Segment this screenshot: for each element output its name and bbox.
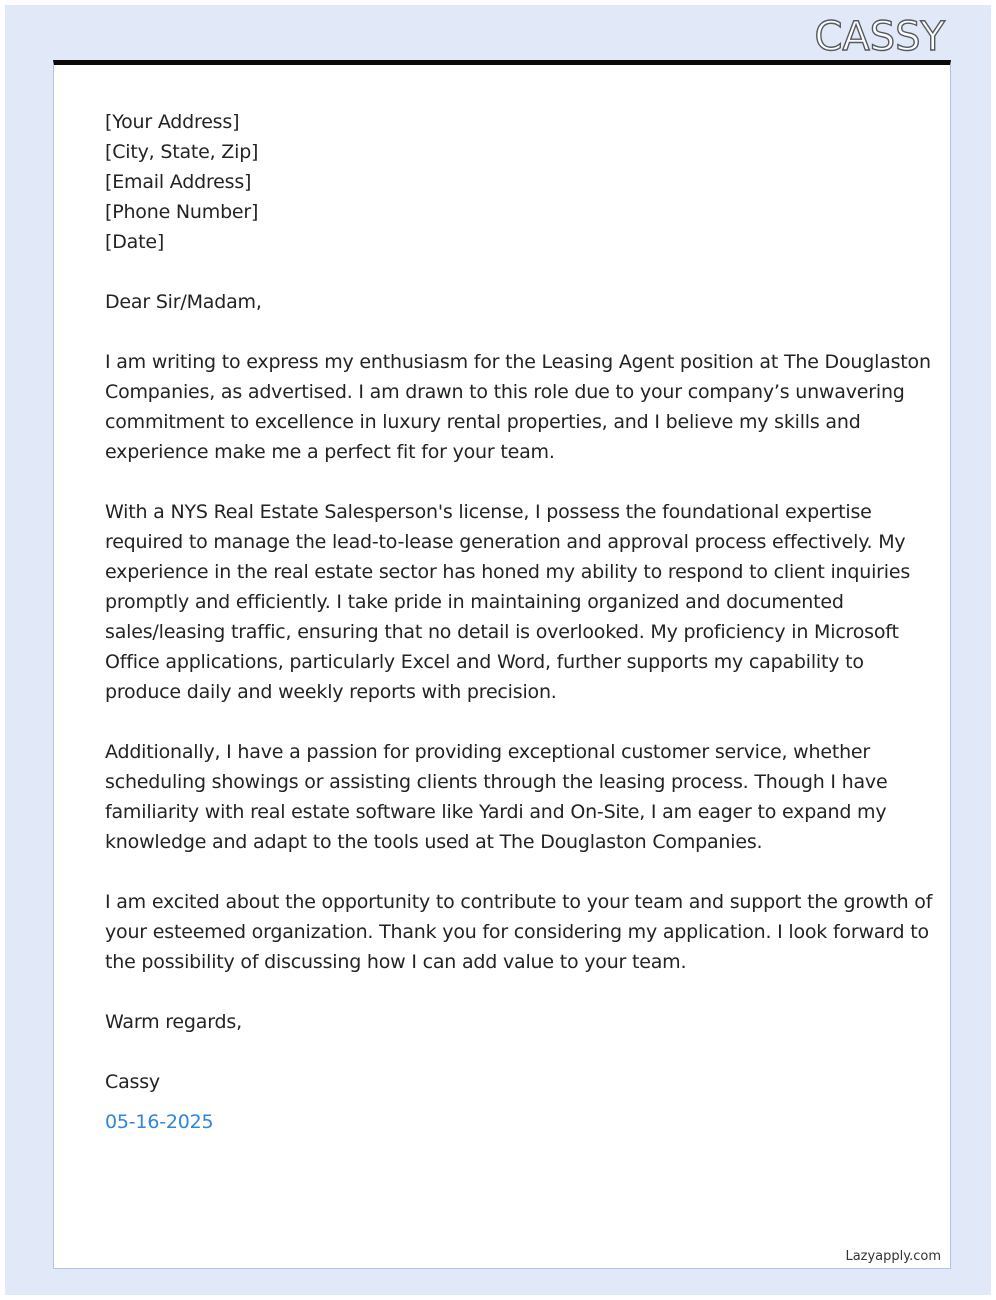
letter-page [53,60,951,1269]
paragraph-line: sales/leasing traffic, ensuring that no detail is overlooked. My proficiency in Microsoft [105,621,899,643]
paragraph-line: required to manage the lead-to-lease generation and approval process effectively. My [105,531,906,553]
paragraph-line: promptly and efficiently. I take pride in maintaining organized and documented [105,591,844,613]
paragraph-line: Additionally, I have a passion for providing exceptional customer service, whether [105,741,871,763]
sender-date: [Date] [105,231,165,253]
paragraph-line: Companies, as advertised. I am drawn to this role due to your company’s unwavering [105,381,905,403]
paragraph-line: familiarity with real estate software like Yardi and On-Site, I am eager to expand my [105,801,887,823]
signature: Cassy [105,1071,160,1093]
sender-address: [Your Address] [105,111,240,133]
paragraph-3 [105,737,905,857]
salutation: Dear Sir/Madam, [105,291,262,313]
letter-body [105,107,933,1137]
sender-phone: [Phone Number] [105,201,259,223]
paragraph-line: I am writing to express my enthusiasm for the Leasing Agent position at The Douglaston [105,351,931,373]
paragraph-line: With a NYS Real Estate Salesperson's license, I possess the foundational expertise [105,501,872,523]
sender-email: [Email Address] [105,171,252,193]
header-name: CASSY [814,14,945,60]
sender-block [105,107,905,257]
page-background [5,5,991,1295]
paragraph-line: knowledge and adapt to the tools used at The Douglaston Companies. [105,831,763,853]
paragraph-line: the possibility of discussing how I can add value to your team. [105,951,687,973]
signed-date-link[interactable]: 05-16-2025 [105,1111,214,1133]
paragraph-line: scheduling showings or assisting clients through the leasing process. Though I have [105,771,888,793]
paragraph-4 [105,887,933,977]
paragraph-1 [105,347,931,467]
paragraph-line: experience in the real estate sector has honed my ability to respond to client inquiries [105,561,911,583]
paragraph-2 [105,497,911,707]
paragraph-line: commitment to excellence in luxury rental properties, and I believe my skills and [105,411,861,433]
paragraph-line: produce daily and weekly reports with precision. [105,681,557,703]
paragraph-line: I am excited about the opportunity to contribute to your team and support the growth of [105,891,933,913]
paragraph-line: your esteemed organization. Thank you for considering my application. I look forward to [105,921,929,943]
closing: Warm regards, [105,1011,242,1033]
footer-brand: Lazyapply.com [845,1249,941,1264]
sender-city-state-zip: [City, State, Zip] [105,141,259,163]
paragraph-line: experience make me a perfect fit for your team. [105,441,555,463]
paragraph-line: Office applications, particularly Excel and Word, further supports my capability to [105,651,864,673]
